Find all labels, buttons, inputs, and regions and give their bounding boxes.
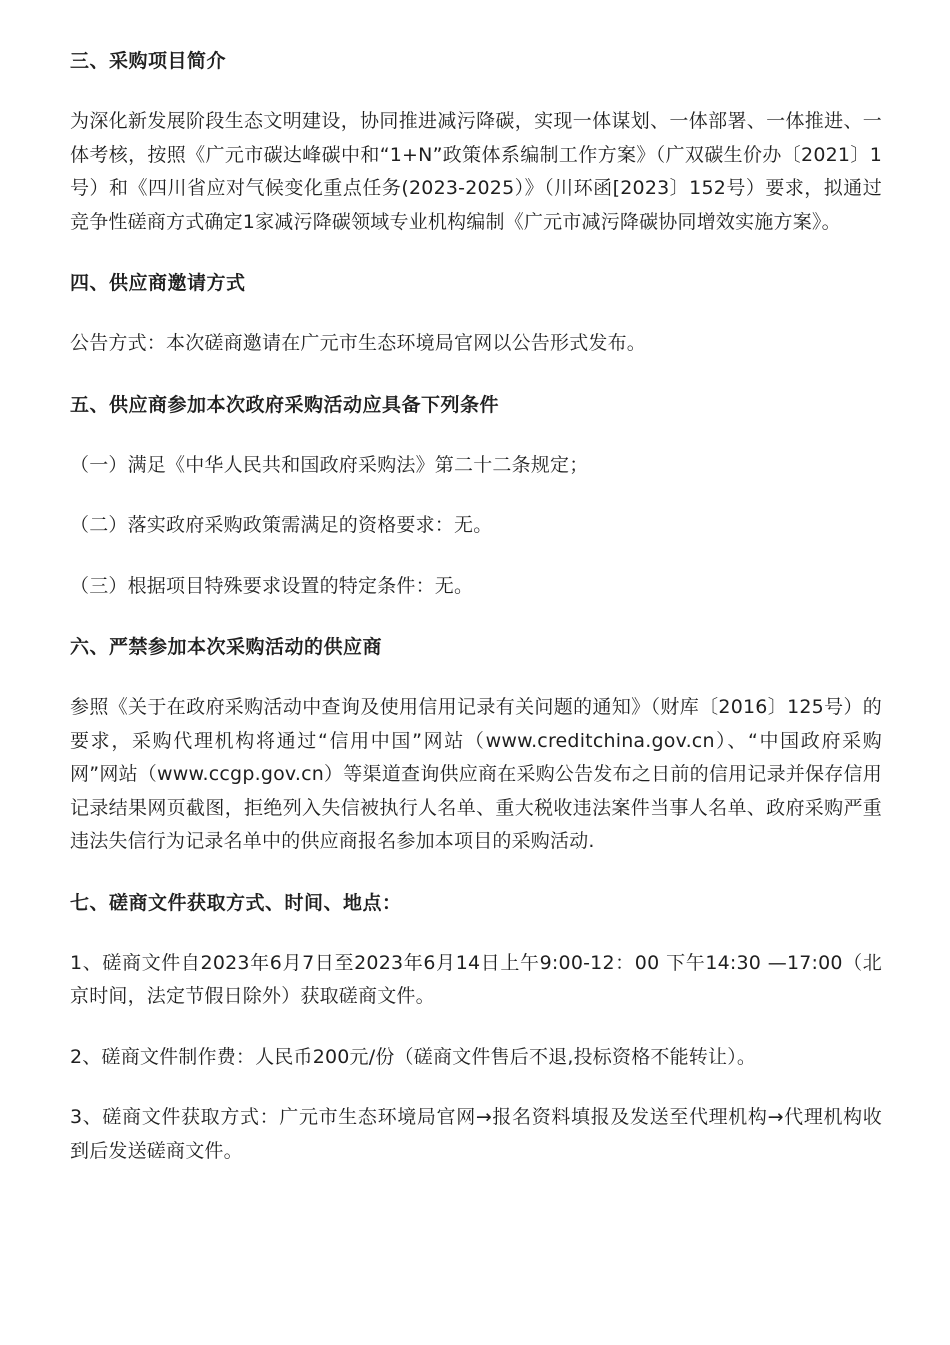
acquisition-item-3: 3、磋商文件获取方式：广元市生态环境局官网→报名资料填报及发送至代理机构→代理机构收到后发送磋商文件。 xyxy=(70,1106,882,1162)
condition-item-1: （一）满足《中华人民共和国政府采购法》第二十二条规定； xyxy=(70,453,589,476)
section-heading-document-acquisition: 七、磋商文件获取方式、时间、地点： xyxy=(70,891,402,914)
section-heading-prohibited-suppliers: 六、严禁参加本次采购活动的供应商 xyxy=(70,636,383,658)
section-heading-supplier-conditions: 五、供应商参加本次政府采购活动应具备下列条件 xyxy=(70,393,500,416)
procurement-overview-text: 为深化新发展阶段生态文明建设，协同推进减污降碳，实现一体谋划、一体部署、一体推进、一体考核，按照《广元市碳达峰碳中和“1+N”政策体系编制工作方案》（广双碳生价办〔2021〕1号）和《四川省应对气候变化重点任务(2023-2025）》（川环函[2023〕152号）要求，拟通过竞争性磋商方式确定1家减污降碳领域专业机构编制《广元市减污降碳协同增效实施方案》。 xyxy=(70,110,882,233)
prohibited-suppliers-text: 参照《关于在政府采购活动中查询及使用信用记录有关问题的通知》（财库〔2016〕125号）的要求，采购代理机构将通过“信用中国”网站（www.creditchina.gov.cn）、“中国政府采购网”网站（www.ccgp.gov.cn）等渠道查询供应商在采购公告发布之日前的信用记录并保存信用记录结果网页截图，拒绝列入失信被执行人名单、重大税收违法案件当事人名单、政府采购严重违法失信行为记录名单中的供应商报名参加本项目的采购活动. xyxy=(70,696,882,852)
condition-item-2: （二）落实政府采购政策需满足的资格要求：无。 xyxy=(70,514,493,536)
section-heading-procurement-overview: 三、采购项目简介 xyxy=(70,50,227,72)
document-page xyxy=(70,44,882,1195)
acquisition-item-1: 1、磋商文件自2023年6月7日至2023年6月14日上午9:00-12：00 下午14:30 —17:00（北京时间，法定节假日除外）获取磋商文件。 xyxy=(70,951,882,1007)
section-heading-supplier-invitation: 四、供应商邀请方式 xyxy=(70,272,246,294)
acquisition-item-2: 2、磋商文件制作费：人民币200元/份（磋商文件售后不退,投标资格不能转让）。 xyxy=(70,1045,757,1068)
supplier-invitation-text: 公告方式：本次磋商邀请在广元市生态环境局官网以公告形式发布。 xyxy=(70,332,647,354)
condition-item-3: （三）根据项目特殊要求设置的特定条件：无。 xyxy=(70,574,474,597)
